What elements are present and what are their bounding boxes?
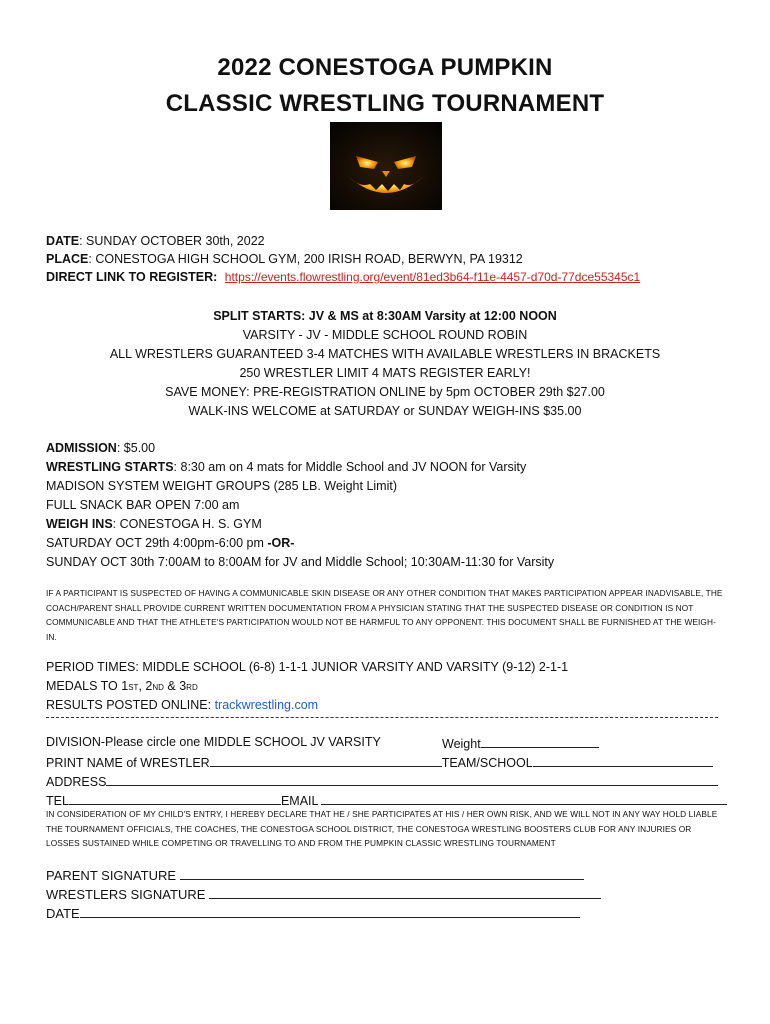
wrestling-starts-line (46, 459, 526, 476)
admission-line (46, 440, 155, 457)
round-robin-line: VARSITY - JV - MIDDLE SCHOOL ROUND ROBIN (242, 328, 528, 342)
parent-signature-field[interactable] (180, 866, 584, 880)
wrestler-signature-line (46, 885, 601, 903)
date-field[interactable] (80, 904, 580, 918)
place-line (46, 251, 523, 268)
date-label: DATE (46, 234, 80, 248)
parent-signature-line (46, 866, 584, 884)
sunday-line: SUNDAY OCT 30th 7:00AM to 8:00AM for JV and Middle School; 10:30AM-11:30 for Varsity (46, 555, 555, 569)
place-value: : CONESTOGA HIGH SCHOOL GYM, 200 IRISH ROAD, BERWYN, PA 19312 (88, 252, 523, 266)
period-times-line: PERIOD TIMES: MIDDLE SCHOOL (6-8) 1-1-1 JUNIOR VARSITY AND VARSITY (9-12) 2-1-1 (46, 660, 569, 674)
preregistration-line: SAVE MONEY: PRE-REGISTRATION ONLINE by 5pm OCTOBER 29th $27.00 (165, 385, 605, 399)
disease-notice: IF A PARTICIPANT IS SUSPECTED OF HAVING A COMMUNICABLE SKIN DISEASE OR ANY OTHER CONDITION THAT MAKES PARTICIPATION APPEAR INADVISABLE, THE COACH/PARENT SHALL PROVIDE CURRENT WRITTEN DOCUMENTATION FROM A PHYSICIAN STATING THAT THE SUSPECTED DISEASE OR CONDITION IS NOT COMMUNICABLE AND THAT THE ATHLETE'S PARTICIPATION WOULD NOT BE HARMFUL TO ANY OPPONENT. THIS DOCUMENT SHALL BE FURNISHED AT THE WEIGH-IN. (46, 588, 723, 642)
medals-second: , 2 (138, 679, 153, 693)
email-label: EMAIL (280, 794, 319, 808)
weighins-value: : CONESTOGA H. S. GYM (112, 517, 262, 531)
tel-label: TEL (46, 794, 69, 808)
address-line (46, 772, 718, 791)
wrestler-signature-label: WRESTLERS SIGNATURE (46, 887, 210, 902)
medals-rd: RD (186, 683, 198, 692)
weight-line (442, 734, 599, 753)
register-link[interactable]: https://events.flowrestling.org/event/81ed3b64-f11e-4457-d70d-77dce55345c1 (224, 270, 641, 284)
register-line (46, 269, 640, 286)
wrestling-starts-label: WRESTLING STARTS (46, 460, 174, 474)
weight-groups-line: MADISON SYSTEM WEIGHT GROUPS (285 LB. Weight Limit) (46, 479, 398, 493)
medals-st: ST (128, 683, 139, 692)
limit-line: 250 WRESTLER LIMIT 4 MATS REGISTER EARLY! (239, 366, 531, 380)
division-line (46, 734, 381, 751)
medals-third: & 3 (163, 679, 187, 693)
date-value: : SUNDAY OCTOBER 30th, 2022 (79, 234, 265, 248)
weight-label: Weight (442, 737, 481, 751)
weight-field[interactable] (481, 734, 599, 748)
cut-line-divider (46, 717, 718, 718)
address-field[interactable] (106, 772, 718, 786)
admission-value: : $5.00 (116, 441, 156, 455)
date-field-line (46, 904, 580, 922)
jack-o-lantern-icon (330, 122, 442, 210)
wrestler-name-field[interactable] (210, 753, 442, 767)
weighins-label: WEIGH INS (46, 517, 113, 531)
guarantee-line: ALL WRESTLERS GUARANTEED 3-4 MATCHES WITH AVAILABLE WRESTLERS IN BRACKETS (109, 347, 661, 361)
print-name-label: PRINT NAME of WRESTLER (46, 756, 210, 770)
medals-prefix: MEDALS TO 1 (46, 679, 129, 693)
walkins-line: WALK-INS WELCOME at SATURDAY or SUNDAY WEIGH-INS $35.00 (188, 404, 582, 418)
page-title-line-1: 2022 CONESTOGA PUMPKIN (217, 54, 553, 81)
results-line (46, 697, 318, 714)
medals-nd: ND (152, 683, 164, 692)
email-field[interactable] (321, 791, 727, 805)
register-link-label: DIRECT LINK TO REGISTER: (46, 270, 218, 284)
address-label: ADDRESS (46, 775, 107, 789)
team-school-label: TEAM/SCHOOL (441, 756, 533, 770)
date-field-label: DATE (46, 906, 80, 921)
consent-statement: IN CONSIDERATION OF MY CHILD'S ENTRY, I HEREBY DECLARE THAT HE / SHE PARTICIPATES AT HIS / HER OWN RISK, AND WE WILL NOT IN ANY WAY HOLD LIABLE THE TOURNAMENT OFFICIALS, THE COACHES, THE CONESTOGA SCHOOL DISTRICT, THE CONESTOGA WRESTLING BOOSTERS CLUB FOR ANY INJURIES OR LOSSES SUSTAINED WHILE COMPETING OR TRAVELLING TO AND FROM THE PUMPKIN CLASSIC WRESTLING TOURNAMENT (46, 809, 718, 848)
split-starts: SPLIT STARTS: JV & MS at 8:30AM Varsity at 12:00 NOON (213, 309, 557, 323)
saturday-line (46, 535, 294, 552)
tel-field[interactable] (69, 791, 281, 805)
results-label: RESULTS POSTED ONLINE: (46, 698, 215, 712)
weighins-line (46, 516, 262, 533)
wrestler-signature-field[interactable] (209, 885, 601, 899)
saturday-text: SATURDAY OCT 29th 4:00pm-6:00 pm (46, 536, 268, 550)
or-text: -OR- (267, 536, 295, 550)
medals-line (46, 678, 198, 696)
parent-signature-label: PARENT SIGNATURE (46, 868, 180, 883)
team-school-field[interactable] (533, 753, 713, 767)
place-label: PLACE (46, 252, 89, 266)
wrestler-name-line (46, 753, 713, 772)
snack-bar-line: FULL SNACK BAR OPEN 7:00 am (46, 498, 240, 512)
wrestling-starts-value: : 8:30 am on 4 mats for Middle School and JV NOON for Varsity (173, 460, 527, 474)
admission-label: ADMISSION (46, 441, 117, 455)
division-label[interactable]: DIVISION-Please circle one MIDDLE SCHOOL JV VARSITY (46, 735, 381, 749)
page-title-line-2: CLASSIC WRESTLING TOURNAMENT (165, 90, 605, 117)
results-link[interactable]: trackwrestling.com (214, 698, 319, 712)
date-line (46, 233, 265, 250)
